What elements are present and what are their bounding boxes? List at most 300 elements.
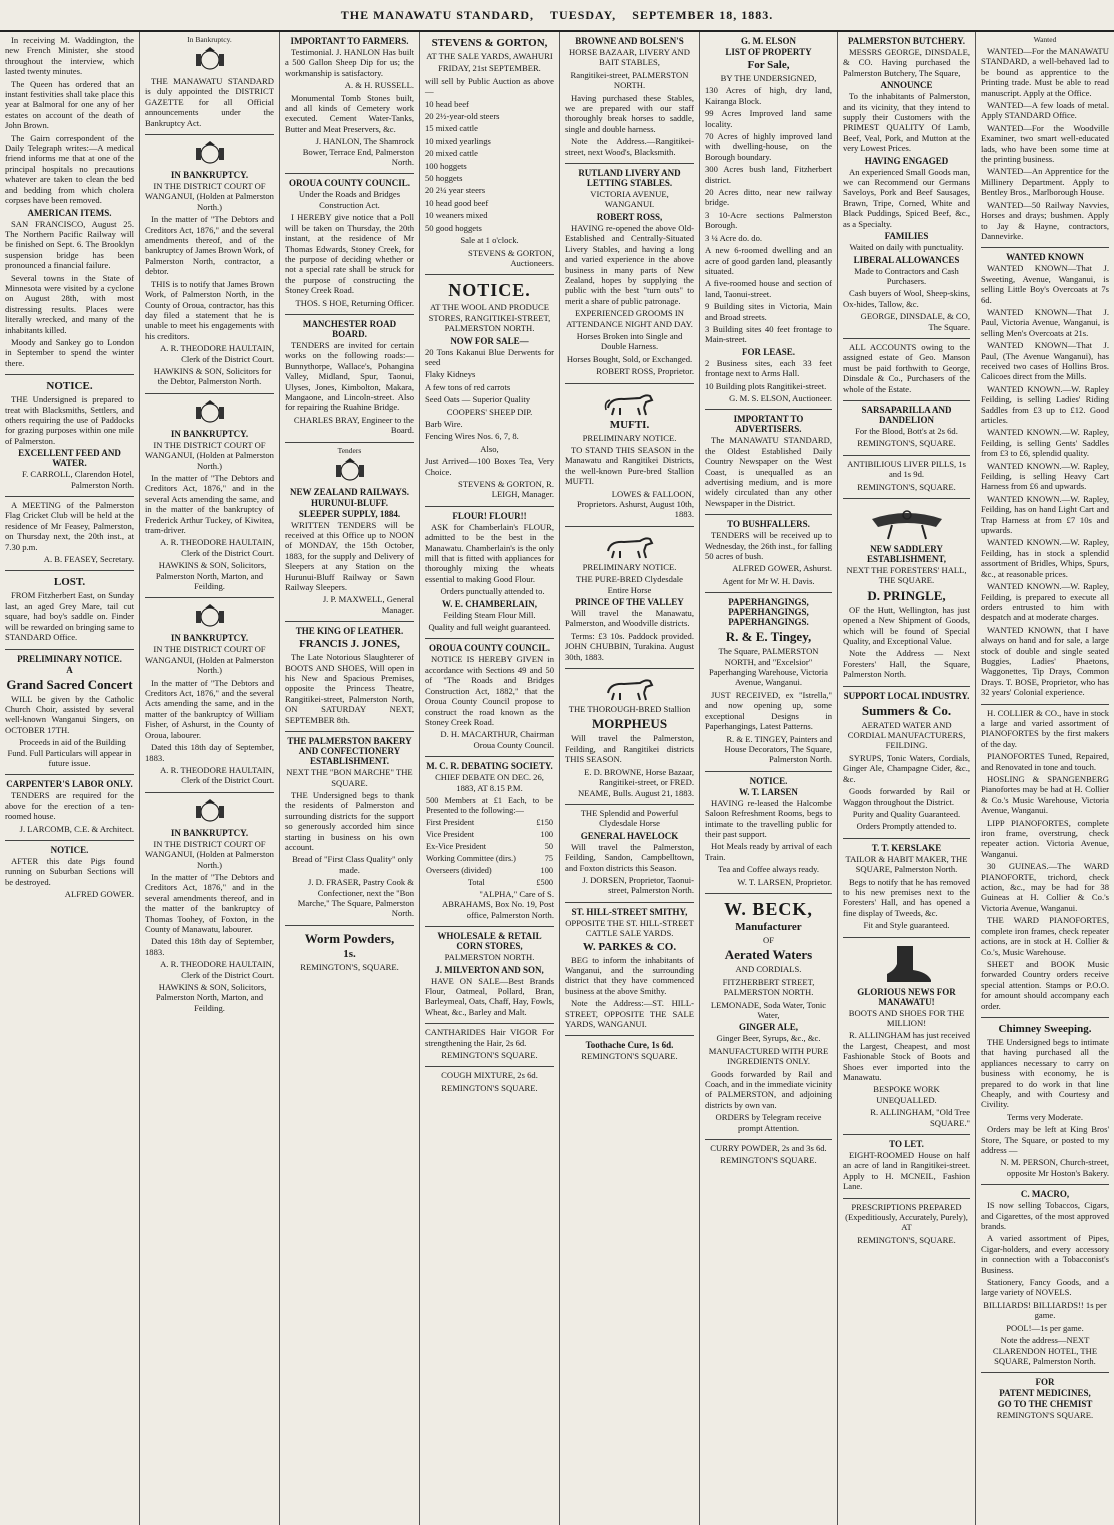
jones-ad [285,622,414,732]
wool-stores-ad [425,275,554,507]
ad-text: The Late Notorious Slaughterer of BOOTS AND SHOES, Will open in his New and Spacious Premises, opposite the Princess Theatre, Rangitikei-street, Palmerston North, ON SATURDAY NEXT, SEPTEMBER 8th. [285,652,414,725]
ad-subheading: J. MILVERTON AND SON, [435,964,544,975]
ad-text: ALL ACCOUNTS owing to the assigned estate of Geo. Manson must be paid forthwith to George, Dinsdale & Co., Purchasers of the whole of the Estate. [843,341,970,394]
ad-heading: NOTICE. [448,280,531,301]
ad-subheading: OROUA COUNTY COUNCIL. [429,643,550,654]
column-5 [560,32,700,1525]
ad-text: REMINGTON'S SQUARE. [441,1050,538,1060]
ad-text: HORSE BAZAAR, LIVERY AND BAIT STABLES, [569,47,690,68]
ad-text: FITZHERBERT STREET, PALMERSTON NORTH. [722,976,815,998]
ad-heading: MUFTI. [609,418,650,431]
ad-subheading: FOR [1035,1377,1055,1388]
list-item: 20 mixed cattle [425,148,478,159]
ad-subheading: M. C. R. DEBATING SOCIETY. [426,761,553,772]
ad-text: Dated this 18th day of September, 1883. [145,742,274,763]
ad-text: Orders punctually attended to. [440,586,545,597]
ad-subheading: IN BANKRUPTCY. [170,170,249,181]
flour-ad [425,507,554,640]
ad-heading: R. & E. Tingey, [725,629,812,645]
ad-text: REMINGTON'S SQUARE. [581,1051,678,1062]
ad-text: Stationery, Fancy Goods, and a large variety of NOVELS. [981,1277,1109,1298]
ad-text: PIANOFORTES Tuned, Repaired, and Renovated in tone and touch. [981,751,1109,772]
ad-text: ORDERS by Telegram receive prompt Attention. [715,1112,822,1133]
ad-text: An experienced Small Goods man, we can Recommend our Germans Saveloys, Pork and Beef Sausages, Brawn, Tripe, Corned, White and Black Puddings, Spiced Beef, &c., as a Specialty. [843,166,970,229]
ad-text: Proceeds in aid of the Building Fund. Full Particulars will appear in future issue. [7,737,132,768]
list-item: 20 Acres ditto, near new railway bridge. [705,187,832,208]
ad-text: Orders may be left at King Bros' Store, The Square, or posted to my address — [981,1124,1109,1155]
list-item: 15 mixed cattle [425,123,478,134]
toothache-ad [565,1036,694,1067]
list-item: 70 Acres of highly improved land with dwelling-house, on the Borough boundary. [705,131,832,162]
horse-bazaar-ad [565,32,694,164]
ad-text: THE THOROUGH-BRED Stallion [568,704,691,715]
table-cell: Working Committee (dirs.) [426,853,516,863]
ad-subheading: HURUNUI-BLUFF. [311,497,388,508]
ad-text: I HEREBY give notice that a Poll will be taken on Thursday, the 20th instant, at the residence of Mr Thomas Edwards, Stoney Creek, for the purpose of deciding whether or not a special rate shall be struck for the purpose of constructing the Stoney Creek Road. [285,212,414,296]
ad-heading: MORPHEUS [591,716,668,732]
ad-text: NEXT THE "BON MARCHE" THE SQUARE. [286,767,413,788]
ad-subheading: BROWNE AND BOLSEN'S [575,36,684,46]
ad-subheading: EXCELLENT FEED AND WATER. [18,448,121,469]
hanlon-ad [285,32,414,174]
butchery-ad [843,32,970,339]
ad-text: Will travel the Manawatu, Palmerston, and Woodville districts. [565,608,694,629]
ad-text: HAVING re-opened the above Old-Established and Centrally-Situated Livery Stables, and having a long and varied experience in the above business in many parts of New Zealand, hopes by supplying the public with the best "turn outs" to merit a share of public patronage. [565,222,694,306]
ad-signer: A. R. THEODORE HAULTAIN, Clerk of the District Court. [160,764,274,786]
ad-text: MANUFACTURED WITH PURE INGREDIENTS ONLY. [708,1045,829,1067]
ad-text: HAVING re-leased the Halcombe Saloon Refreshment Rooms, begs to intimate to the travelling public for their past support. [705,797,832,839]
ad-text: TENDERS are invited for certain works on the following roads:—Bunnythorpe, Wallace's, Pohangina Valley, Midland, Spur, Taonui, Ulyses, Jones, Kimbolton, Makara, Mangaone, and Lincoln-street. Also for repairing the Ruahine Bridge. [285,339,414,413]
ad-text: AT THE SALE YARDS, AWAHURI [426,51,553,61]
ad-signer: A. R. THEODORE HAULTAIN, Clerk of the District Court. [160,537,274,558]
ad-text: EIGHT-ROOMED House on half an acre of land in Rangitikei-street. Apply to H. MCNEIL, Fashion Lane. [843,1150,970,1192]
list-item: 9 Building sites in Victoria, Main and Broad streets. [705,301,832,322]
list-item: Seed Oats — Superior Quality [425,394,531,405]
ad-text: HAVE ON SALE—Best Brands Flour, Oatmeal, Pollard, Bran, Barleymeal, Oats, Chaff, Hay, Fowls, Wheat, &c., Barley and Malt. [425,975,554,1017]
table-cell: Ex-Vice President [426,841,487,851]
carpenter-ad [5,775,134,841]
ad-text: Note the Address.—Rangitikei-street, next Wood's, Blacksmith. [565,136,694,157]
ad-subheading: W. E. CHAMBERLAIN, [442,598,537,609]
ad-heading: For Sale, [747,59,790,71]
ad-text: WRITTEN TENDERS will be received at this Office up to NOON of MONDAY, the 15th October, 1883, for the supply and Delivery of Sleepers at any Station on the Hurunui-Bluff Railway or Sawn Railway Sleepers. [285,519,414,593]
ad-text: THE Splendid and Powerful Clydesdale Horse [580,807,679,829]
ad-text: FRIDAY, 21st SEPTEMBER. [438,63,541,74]
worm-powders-ad [285,926,414,978]
court-name: IN THE DISTRICT COURT OF WANGANUI, (Holden at Palmerston North.) [145,838,274,870]
ad-heading: 1s. [343,947,356,960]
ad-subheading: PATENT MEDICINES, [999,1388,1091,1399]
table-row [425,877,554,889]
horse-engraving-icon [600,675,660,701]
column-4 [420,32,560,1525]
ad-text: WANTED KNOWN.—W. Rapley, Feilding, is prepared to execute all orders entrusted to him with despatch and at moderate charges. [981,581,1109,623]
ad-text: NEXT THE FORESTERS' HALL, THE SQUARE. [846,565,967,586]
ad-text: BEG to inform the inhabitants of Wanganui, and the surrounding district that they have commenced business at the above Smithy. [565,954,694,996]
table-cell: £150 [536,817,553,827]
list-item: 10 mixed yearlings [425,135,491,146]
ad-text: PRESCRIPTIONS PREPARED (Expeditiously, Accurately, Purely), AT [845,1201,968,1233]
ad-text: WANTED KNOWN.—W. Rapley, Feilding, has on hand Light Cart and Trap Harness at from £7 10s and upwards. [981,493,1109,536]
macro-ad [981,1185,1109,1373]
ad-subheading: CARPENTER'S LABOR ONLY. [6,779,133,790]
ad-signer: CHARLES BRAY, Engineer to the Board. [293,414,414,436]
ad-text: REMINGTON'S SQUARE. [720,1155,817,1166]
ad-heading: W. PARKES & CO. [582,940,677,953]
list-item: 10 Building plots Rangitikei-street. [705,380,827,391]
list-item: 10 weaners mixed [425,210,488,221]
ad-signer: LOWES & FALLOON, Proprietors. Ashurst, August 10th, 1883. [577,488,694,520]
chimney-ad [981,1018,1109,1185]
ad-text: WANTED KNOWN.—W. Rapley, Feilding, is selling Heavy Cart Harness from £6 and upwards. [981,460,1109,492]
ad-signer: "ALPHA," Care of S. ABRAHAMS, Box No. 19, Post office, Palmerston North. [442,888,554,920]
ad-signer: R. ALLINGHAM, "Old Tree SQUARE." [870,1107,970,1128]
ad-text: In the matter of "The Debtors and Creditors Act, 1876," and in the several Acts amending the same, and in the matter of the bankruptcy of Frederick Arthur Tuckey, of Kiwitea, tram-driver. [145,472,274,535]
list-item: A new 6-roomed dwelling and an acre of good garden land, pleasantly situated. [705,245,832,276]
ad-subheading: IN BANKRUPTCY. [170,428,249,439]
ad-subheading: THE KING OF LEATHER. [295,626,404,637]
ad-subheading: LIST OF PROPERTY [725,47,812,57]
ad-text: BOOTS AND SHOES FOR THE MILLION! [848,1007,965,1028]
ad-text: WANTED—For the Woodville Examiner, two smart well-educated lads, who have been some time at the printing business. [981,122,1109,165]
list-item: 10 head beef [425,98,469,109]
ad-text: CANTHARIDES Hair VIGOR For strengthening the Hair, 2s 6d. [425,1027,554,1048]
ad-subheading: FAMILIES [884,231,929,242]
to-let-ad [843,1135,970,1199]
meeting-ad [5,497,134,571]
ad-text: TENDERS are required for the above for the erection of a ten-roomed house. [5,790,134,822]
ad-text: WANTED KNOWN—That J. Paul, (The Avenue Wanganui), has received two cases of Hollins Bros. Calicoes direct from the Mills. [981,340,1109,382]
list-item: 50 good hoggets [425,222,482,233]
ad-solicitors: HAWKINS & SON, Solicitors, Palmerston North, Marton, and Feilding. [155,982,267,1013]
ad-subheading: SARSAPARILLA AND DANDELION [861,404,952,425]
ad-text: REMINGTON'S, SQUARE. [857,481,956,492]
ad-subheading: NOTICE. [749,775,788,786]
ad-text: SYRUPS, Tonic Waters, Cordials, Ginger Ale, Champagne Cider, &c., &c. [843,752,970,784]
ad-signer: GEORGE, DINSDALE, & CO, The Square. [860,311,970,332]
ad-text: Horses Bought, Sold, or Exchanged. [566,353,693,364]
list-item: Also, [480,443,499,454]
column-2 [140,32,280,1525]
ad-subheading: GO TO THE CHEMIST [997,1399,1093,1410]
ad-text: For the Blood, Bott's at 2s 6d. [855,425,958,436]
ad-text: Tea and Coffee always ready. [717,864,820,875]
ad-text: Purity and Quality Guaranteed. [852,808,961,819]
piano-ads [981,705,1109,1018]
ad-text: CHIEF DEBATE ON DEC. 26, 1883, AT 8.15 P.M. [435,772,544,793]
ad-text: Goods forwarded by Rail and Coach, and in the immediate vicinity of PALMERSTON, and adjoining districts by own van. [705,1068,832,1110]
list-item: Just Arrived—100 Boxes Tea, Very Choice. [425,456,554,477]
ad-text: 30 GUINEAS.—The WARD PIANOFORTE, trichord, check action, &c., may be had for 38 Guineas at H. Collier & Co.'s Victoria Avenue, Wanganui. [981,861,1109,913]
court-name: IN THE DISTRICT COURT OF WANGANUI, (Holden at Palmerston North.) [145,181,274,212]
ad-text: Dated this 18th day of September, 1883. [145,936,274,957]
ad-heading: W. BECK, [724,898,813,919]
ad-text: Rangitikei-street, PALMERSTON NORTH. [570,69,689,91]
ad-text: Terms: £3 10s. Paddock provided. JOHN CHUBBIN, Turakina. August 30th, 1883. [565,630,694,662]
ad-subheading: Toothache Cure, 1s 6d. [585,1040,674,1051]
ad-subheading: G. M. ELSON [740,36,796,46]
ad-text: THE PURE-BRED Clydesdale Entire Horse [576,574,683,595]
list-item: 99 Acres Improved land same locality. [705,108,832,129]
ad-subheading: OROUA COUNTY COUNCIL. [289,178,410,189]
ad-subheading: WANTED KNOWN [1006,252,1084,263]
ad-text: THE WARD PIANOFORTES, complete iron frames, check repeater actions, are in stock at H. Collier & Co.'s, Music Warehouse. [981,915,1109,957]
royal-crest-icon [193,603,227,631]
ad-text: THE Undersigned is prepared to treat with Blacksmiths, Settlers, and others requiring the use of Paddocks for grazing purposes within one mile of Palmerston. [5,394,134,446]
ad-text: Cash buyers of Wool, Sheep-skins, Ox-hides, Tallow, &c. [843,288,970,309]
table-row [425,841,554,853]
ad-text: JUST RECEIVED, ex "Istrella," and now opening up, some exceptional Designs in Paperhangings, Latest Patterns. [705,689,832,732]
ad-text: Monumental Tomb Stones built, and all kinds of Cemetery work executed. Cement Water-Tanks, Butter and Meat Preservers, &c. [285,92,414,134]
ad-subheading: FLOUR! FLOUR!! [452,510,527,521]
table-cell: 100 [540,865,553,875]
list-item: 20 2¼ year steers [425,185,486,196]
ad-text: TENDERS will be received up to Wednesday, the 26th inst., for falling 50 acres of bush. [705,530,832,562]
ad-text: R. ALLINGHAM has just received the Largest, Cheapest, and most Fashionable Stock of Boots and Shoes ever imported into the Manawatu. [843,1030,971,1082]
ad-subheading: THE PALMERSTON BAKERY AND CONFECTIONERY ESTABLISHMENT. [287,736,412,767]
paperhangings-ad [705,593,832,771]
news-paragraph: SAN FRANCISCO, August 25. The Northern Pacific Railway will be finished on Sept. 6. The Brooklyn suspension bridge has been pronounced a financial failure. [5,218,134,271]
kerslake-ad [843,839,970,938]
ad-subheading: NEW ZEALAND RAILWAYS. [290,486,409,497]
list-item: 130 Acres of high, dry land, Kairanga Block. [705,85,832,106]
table-cell: 75 [544,853,553,863]
ad-heading: STEVENS & GORTON, [431,37,548,49]
ad-signer: R. & E. TINGEY, Painters and House Decorators, The Square, Palmerston North. [724,733,832,765]
larsen-ad [705,772,832,894]
column-8 [976,32,1114,1525]
ad-text: A varied assortment of Pipes, Cigar-holders, and every accessory in connection with a Tobacconist's Business. [981,1233,1109,1275]
section-label: Wanted [1033,35,1057,44]
ad-text: SHEET and BOOK Music forwarded Country orders receive special attention. Stamps or P.O.O. for amount should accompany each order. [981,958,1109,1011]
ad-signer: STEVENS & GORTON, R. LEIGH, Manager. [457,479,554,500]
ad-signer: F. CARROLL, Clarendon Hotel, Palmerston North. [22,469,134,490]
bankruptcy-notice-1 [145,135,274,394]
ad-heading: Worm Powders, [304,930,395,946]
ad-text: Testimonial. J. HANLON Has built a 500 Gallon Sheep Dip for us; the workmanship is satisfactory. [285,47,414,78]
concert-ad [5,650,134,776]
ad-text: COUGH MIXTURE, 2s 6d. [441,1070,538,1081]
ad-text: WANTED KNOWN.—W. Rapley, Feilding, has in stock a splendid assortment of Bridles, Whips, Spurs, &c., at reasonable prices. [981,537,1109,579]
ad-text: Begs to notify that he has removed to his new premises next to the Foresters' Hall, and has opened a fine display of Tweeds, &c. [843,876,970,918]
ad-text: Goods forwarded by Rail or Waggon throughout the District. [843,786,970,807]
ad-signer: E. D. BROWNE, Horse Bazaar, Rangitikei-street, or FRED. NEAME, Bulls. August 21, 1883. [577,766,694,798]
news-paragraph: In receiving M. Waddington, the new French Minister, she stood throughout the interview, which lasted twenty minutes. [5,35,134,77]
manchester-ad [285,315,414,443]
cough-ad [425,1067,554,1099]
masthead-day: TUESDAY, [550,8,617,22]
ad-text: Will travel the Palmerston, Feilding, Sandon, Campbelltown, and Foxton districts this Season. [565,841,694,873]
ad-signer: A. R. THEODORE HAULTAIN, Clerk of the District Court. [160,959,274,980]
news-paragraph: Several towns in the State of Minnesota were visited by a cyclone on August 28th, with most distressing results. Places were literally wrecked, and many of the inhabitants killed. [5,272,134,335]
table-cell: £500 [536,877,553,887]
prince-valley-ad [565,527,694,669]
list-item: 20 2½-year-old steers [425,111,500,122]
ad-text: REMINGTON'S SQUARE. [996,1410,1094,1421]
ad-text: A MEETING of the Palmerston Flag Cricket Club will be held at the residence of Mr Feasey, Palmerston, on Thursday next, the 20th inst., at 7.30 p.m. [5,500,134,552]
ad-signer: J. D. FRASER, Pastry Cook & Confectioner, next the "Bon Marche," The Square, Palmerston North. [297,877,414,919]
ad-text: Note the address—NEXT CLARENDON HOTEL, THE SQUARE, Palmerston North. [992,1335,1098,1366]
ad-text: PRELIMINARY NOTICE. [582,432,677,443]
ad-subheading: IMPORTANT TO FARMERS. [290,36,409,46]
ad-subheading: ST. HILL-STREET SMITHY, [571,906,688,917]
list-item: Fencing Wires Nos. 6, 7, 8. [425,431,519,442]
ad-subheading: NOTICE. [50,844,89,855]
ad-heading: NOTICE. [46,380,93,393]
ad-subheading: IN BANKRUPTCY. [170,633,249,644]
list-item: Flaky Kidneys [425,369,476,380]
ad-signer: THOS. S HOE, Returning Officer. [295,297,414,308]
ad-signer: A. B. FEASEY, Secretary. [43,554,134,565]
table-cell: 100 [540,829,553,839]
court-name: IN THE DISTRICT COURT OF WANGANUI, (Holden at Palmerston North.) [145,439,274,471]
ad-subheading: SUPPORT LOCAL INDUSTRY. [843,690,970,701]
column-3 [280,32,420,1525]
table-cell: 500 Members at £1 Each, to be Presented to the following:— [426,795,553,815]
ad-text: WANTED—An Apprentice for the Millinery Department. Apply to Bentley Bros., Marlborough House. [981,166,1109,198]
list-item: 2 Business sites, each 33 feet frontage next to Arms Hall. [705,357,832,379]
ad-subheading: GLORIOUS NEWS FOR MANAWATU! [857,986,956,1007]
pills-ad [843,456,970,499]
ad-subheading: PRELIMINARY NOTICE. [17,653,122,664]
ad-text: MESSRS GEORGE, DINSDALE, & CO. Having purchased the Palmerston Butchery, The Square, [843,47,970,78]
ad-text: WANTED KNOWN.—W. Rapley, Feilding, is selling Gents' Saddles from £3 to £6, splendid quality. [981,427,1109,459]
prize-table [425,795,554,889]
ad-text: NOTICE IS HEREBY GIVEN in accordance with Sections 49 and 50 of "The Roads and Bridges Construction Act, 1882," that the Oroua County Council propose to construct the road known as the Stoney Creek Road. [425,654,554,727]
ad-subheading: A [66,664,73,675]
table-cell: Total [467,877,485,887]
ad-text: ANTIBILIOUS LIVER PILLS, 1s and 1s 9d. [847,458,966,480]
ad-text: AT THE WOOL AND PRODUCE STORES, RANGITIKEI-STREET, PALMERSTON NORTH. [428,302,551,334]
ad-signer: J. LARCOMB, C.E. & Architect. [19,823,134,834]
ad-subheading: HAVING ENGAGED [864,155,949,166]
allingham-ad [843,938,970,1135]
ad-text: Ginger Beer, Syrups, &c., &c. [716,1033,821,1044]
ad-signer: ROBERT ROSS, Proprietor. [596,366,694,377]
ad-text: H. COLLIER & CO., have in stock a large and varied assortment of PIANOFORTES by the first makers of the day. [981,707,1109,749]
beck-ad [705,894,832,1140]
ad-text: Sale at 1 o'clock. [460,235,519,246]
table-row [425,865,554,877]
ad-text: HOSLING & SPANGENBERG Pianofortes may be had at H. Collier & Co.'s Music Warehouse, Victoria Avenue, Wanganui. [981,774,1109,816]
ad-text: OF the Hutt, Wellington, has just opened a New Shipment of Goods, which will be found of Special Quality, and Exceptional Value. [843,604,970,647]
ad-text: IS now selling Tobaccos, Cigars, and Cigarettes, of the most approved brands. [981,1200,1109,1232]
bushfallers-ad [705,515,832,593]
ad-subheading: LIBERAL ALLOWANCES [853,254,960,265]
list-item: 3 Building sites 40 feet frontage to Main-street. [705,323,832,345]
ad-text: THE Undersigned begs to intimate that having purchased all the appliances necessary to carry on business with economy, he is prepared to do work in that line Cheaply, and with Courtesy and Civility. [981,1036,1109,1110]
ad-heading: LOST. [53,576,86,589]
notice-ad [5,375,134,497]
list-item: A five-roomed house and section of land, Taonui-street. [705,278,832,299]
saddle-engraving-icon [862,505,952,541]
ad-text: VICTORIA AVENUE, WANGANUI. [590,189,669,210]
advertisers-ad [705,410,832,515]
ad-text: To the inhabitants of Palmerston, and its vicinity, that they intend to supply their Customers with the PRIMEST QUALITY Of Lamb, Beef, Veal, Pork, and Mutton at the very Lowest Prices. [843,91,970,154]
ad-signer: ALFRED GOWER, Ashurst. [732,563,832,574]
ad-text: BILLIARDS! BILLIARDS!! 1s per game. [983,1299,1107,1321]
ad-subheading: MANCHESTER ROAD BOARD. [302,318,397,339]
ad-signer: J. HANLON, The Shamrock Bower, Terrace End, Palmerston North. [302,136,414,168]
ad-signer: J. DORSEN, Proprietor, Taonui-street, Palmerston North. [582,874,694,896]
ad-subheading: GENERAL HAVELOCK [580,830,679,841]
ad-text: REMINGTON'S, SQUARE. [300,961,399,972]
accounts-ad [843,339,970,401]
ad-text: Hot Meals ready by arrival of each Train. [705,841,832,862]
bankruptcy-notice-3 [145,598,274,792]
ad-text: POOL!—1s per game. [1006,1322,1084,1333]
ad-text: Quality and full weight guaranteed. [428,622,551,633]
ad-text: WANTED KNOWN—That J. Sweeting, Avenue, Wanganui, is selling Little Boy's Overcoats at 7s 6d. [981,263,1109,305]
ad-text: EXPERIENCED GROOMS IN ATTENDANCE NIGHT AND DAY. [566,308,693,329]
table-cell: First President [426,817,475,827]
patent-medicines-ad [981,1373,1109,1426]
news-paragraph: Moody and Sankey go to London in September to spend the winter there. [5,336,134,368]
havelock-ad [565,805,694,903]
cantharides-ad [425,1024,554,1067]
ad-heading: Aerated Waters [724,947,813,963]
stock-list [425,99,554,233]
ad-signer: G. M. S. ELSON, Auctioneer. [729,392,832,403]
ad-text: REMINGTON'S, SQUARE. [857,438,956,449]
smithy-ad [565,903,694,1037]
ad-signer: A. & H. RUSSELL. [344,80,414,91]
royal-crest-icon [193,140,227,168]
ad-text: AERATED WATER AND CORDIAL MANUFACTURERS, FEILDING. [847,719,966,751]
ad-solicitors: HAWKINS & SON, Solicitors for the Debtor, Palmerston North. [153,365,272,387]
ad-text: TO STAND THIS SEASON in the Manawatu and Rangitikei Districts, the well-known Pure-bred Stallion MUFTI. [565,444,694,487]
ad-text: Made to Contractors and Cash Purchasers. [854,265,959,286]
ad-text: WANTED KNOWN—That J. Paul, Victoria Avenue, Wanganui, is selling Men's Overcoats at 21s. [981,306,1109,338]
table-row [425,829,554,841]
list-item: 50 hoggets [425,173,463,184]
ad-text: Note the Address — Next Foresters' Hall, the Square, Palmerston North. [843,648,970,680]
ad-text: WANTED KNOWN, that I have always on hand and for sale, a large stock of double and single seated Buggies, Ladies' Phaetons, Waggonettes, Tip Drays, Common Drays. T. BOSE, Proprietor, who has 32 years' Colonial experience. [981,624,1109,698]
masthead [0,0,1114,32]
royal-crest-icon [193,399,227,427]
ad-subheading: NOW FOR SALE— [450,335,529,346]
list-item: 10 head good beef [425,197,489,208]
ad-text: BESPOKE WORK UNEQUALLED. [873,1084,940,1105]
horse-engraving-icon [600,533,660,559]
ad-subheading: PAPERHANGINGS, PAPERHANGINGS, PAPERHANGINGS. [728,597,809,628]
morpheus-ad [565,669,694,805]
corn-stores-ad [425,927,554,1024]
ad-heading: Chimney Sweeping. [998,1022,1092,1035]
bankruptcy-notice-4 [145,793,274,1020]
boot-engraving-icon [879,944,935,984]
court-name: IN THE DISTRICT COURT OF WANGANUI, (Holden at Palmerston North.) [145,644,274,676]
oroua-road-ad [425,639,554,757]
ad-subheading: ROBERT ROSS, [596,211,663,222]
ad-signer: ALFRED GOWER. [64,889,134,900]
ad-text: OPPOSITE THE ST. HILL-STREET CATTLE SALE YARDS. [565,917,694,939]
stevens-gorton-ad [425,32,554,275]
section-label: Tenders [337,445,362,455]
ad-text: Orders Promptly attended to. [856,821,957,832]
ad-text: WILL be given by the Catholic Church Choir, assisted by several well-known Wanganui Singers, on OCTOBER 17TH. [5,693,134,735]
news-paragraph: The Gairn correspondent of the Daily Telegraph writes:—A medical friend informs me that at one of the principal hospitals no precautions whatever are taken to clean the bed and bedding from which cholera corpses have been removed. [5,132,134,206]
royal-crest-icon [193,46,227,74]
table-row [425,795,554,817]
masthead-title: THE MANAWATU STANDARD, [340,8,535,22]
ad-text: The Square, PALMERSTON NORTH, and "Excelsior" Paperhanging Warehouse, Victoria Avenue, Wanganui. [709,646,828,688]
ad-subheading: T. T. KERSLAKE [871,842,942,853]
ad-text: OF [763,934,774,945]
ad-text: CURRY POWDER, 2s and 3s 6d. [710,1143,827,1154]
ad-subheading: FOR LEASE. [741,346,795,357]
table-row [425,817,554,829]
